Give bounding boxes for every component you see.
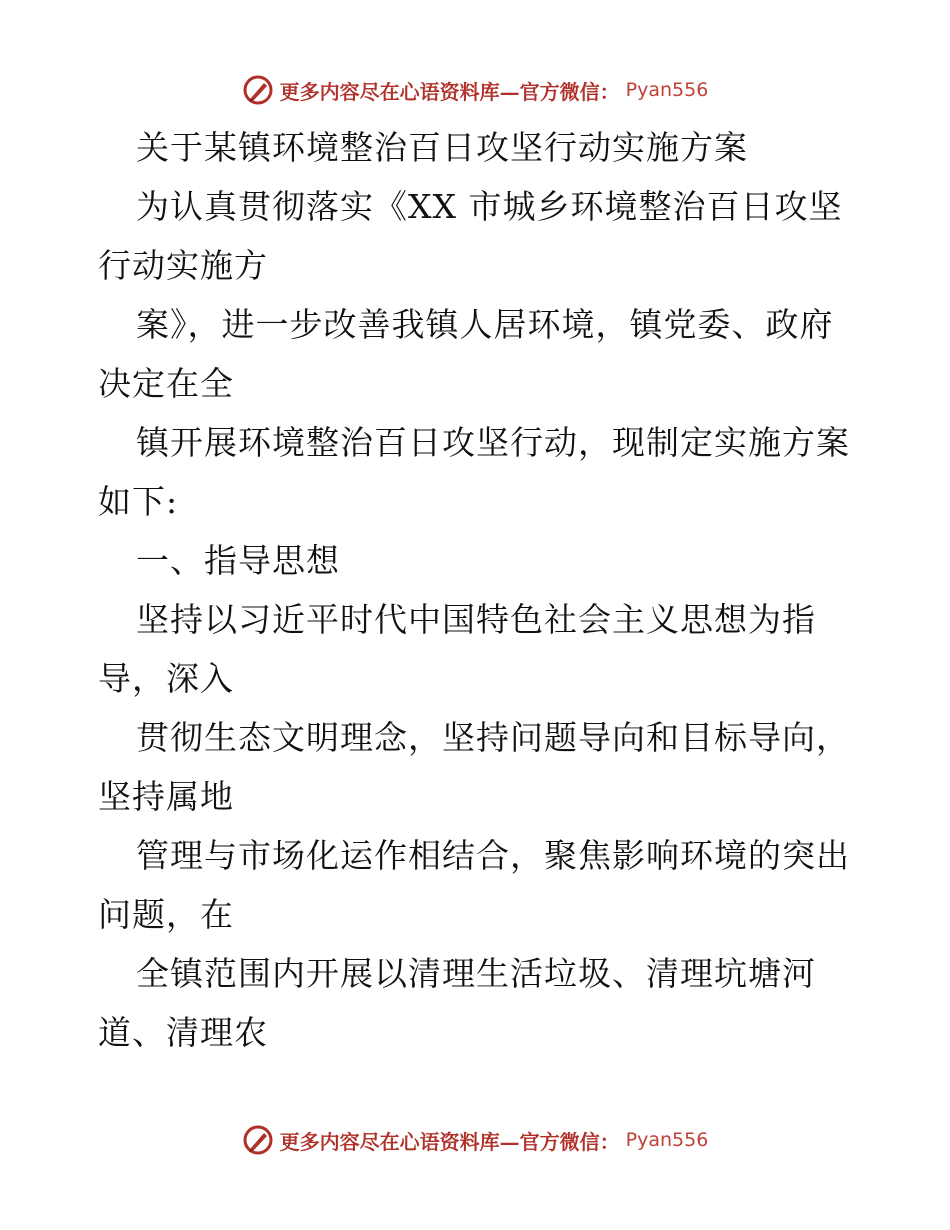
- document-body: [98, 118, 858, 1062]
- text-line: 如下:: [98, 482, 179, 521]
- banner-wechat-id: Pyan556: [625, 79, 709, 101]
- text-line: 贯彻生态文明理念，坚持问题导向和目标导向，: [136, 718, 850, 757]
- text-line: 问题，在: [98, 895, 234, 934]
- text-line: 管理与市场化运作相结合，聚焦影响环境的突出: [136, 836, 850, 875]
- section-heading: 一、指导思想: [136, 541, 340, 580]
- document-title: 关于某镇环境整治百日攻坚行动实施方案: [136, 128, 748, 167]
- pen-logo-icon: [242, 74, 274, 106]
- text-line: 坚持以习近平时代中国特色社会主义思想为指: [136, 600, 816, 639]
- pen-logo-icon: [242, 1124, 274, 1156]
- banner-text: 更多内容尽在心语资料库—官方微信：: [279, 1129, 620, 1154]
- banner-text: 更多内容尽在心语资料库—官方微信：: [279, 79, 620, 104]
- text-line: 决定在全: [98, 364, 234, 403]
- banner-wechat-id: Pyan556: [625, 1129, 709, 1151]
- text-line: 为认真贯彻落实《XX 市城乡环境整治百日攻坚: [136, 187, 843, 226]
- text-line: 镇开展环境整治百日攻坚行动，现制定实施方案: [136, 423, 850, 462]
- text-line: 行动实施方: [98, 246, 268, 285]
- footer-watermark-banner: [0, 1120, 950, 1160]
- text-line: 案》，进一步改善我镇人居环境，镇党委、政府: [136, 305, 834, 344]
- header-watermark-banner: [0, 70, 950, 110]
- text-line: 道、清理农: [98, 1013, 268, 1052]
- text-line: 坚持属地: [98, 777, 234, 816]
- text-line: 全镇范围内开展以清理生活垃圾、清理坑塘河: [136, 954, 816, 993]
- text-line: 导，深入: [98, 659, 234, 698]
